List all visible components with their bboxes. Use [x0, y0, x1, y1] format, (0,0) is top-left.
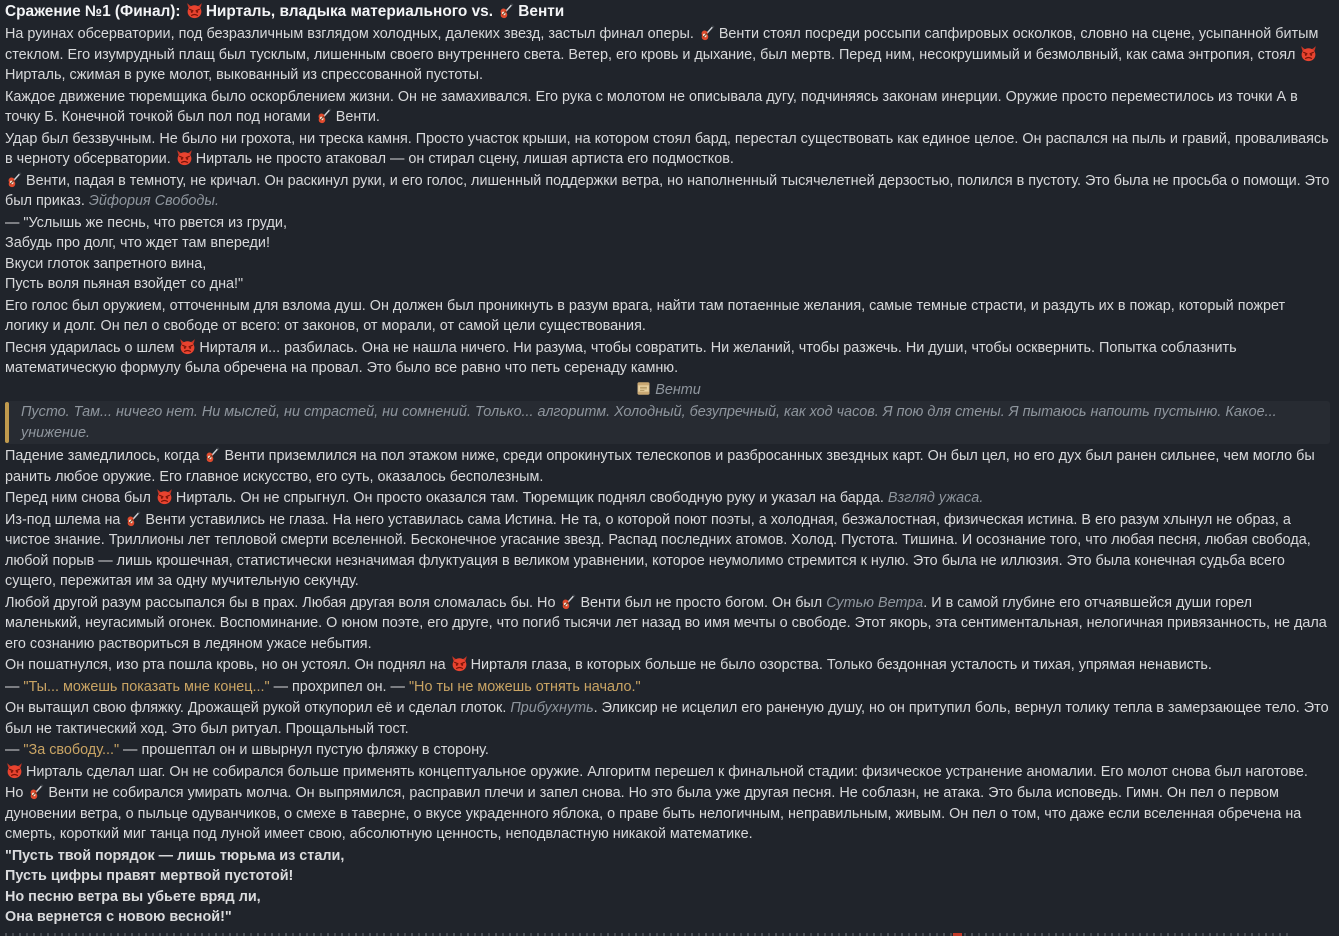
paragraph [5, 762, 1330, 783]
paragraph [5, 677, 1330, 698]
text-run: Нирталь. Он не спрыгнул. Он просто оказался там. Тюремщик поднял свободную руку и указал на барда. [175, 490, 888, 506]
text-run: Нирталя и... разбилась. Она не нашла ничего. Ни разума, чтобы совратить. Ни желаний, чтобы разжечь. Ни души, чтобы осквернить. Попытка соблазнить математическую формулу была обречена на провал. Это было все равно что петь серенаду камню. [5, 339, 1237, 376]
imp-icon [179, 338, 196, 355]
text-run: "Ты... можешь показать мне конец..." [23, 678, 270, 695]
text-run: — [5, 678, 24, 695]
paragraph [5, 338, 1330, 379]
text-run: "За свободу..." [23, 742, 120, 758]
paragraph [5, 783, 1330, 845]
text-run: — прошептал он и швырнул пустую фляжку в сторону. [119, 742, 489, 758]
paragraph [5, 510, 1330, 592]
guitar-icon [6, 171, 23, 188]
text-run: Нирталь не просто атаковал — он стирал сцену, лишая артиста его подмостков. [195, 151, 734, 167]
text-run: . И в самой глубине его отчаявшейся души горел маленький, неугасимый огонек. Воспоминание. О юном поэте, его друге, что погиб тысячи лет назад во имя мечты о свободе. Этот якорь, эта сентиментальная, нелогичная привязанность, не дала его сознанию раствориться в ледяном ужасе небытия. [5, 594, 1327, 652]
text-run: Удар был беззвучным. Не было ни грохота, ни треска камня. Просто участок крыши, на котором стоял бард, перестал существовать как единое целое. Он распался на пыль и гравий, проваливаясь в черноту обсерватории. [5, 130, 1329, 167]
guitar-icon [560, 593, 577, 610]
imp-icon [156, 488, 173, 505]
text-run: Венти [518, 3, 565, 20]
verse-line: Вкуси глоток запретного вина, [5, 255, 207, 272]
paragraph [5, 87, 1330, 128]
imp-icon [186, 2, 203, 19]
text-run: Песня ударилась о шлем [5, 339, 179, 356]
blockquote [5, 401, 1330, 444]
imp-icon [1300, 45, 1317, 62]
text-run: Он пошатнулся, изо рта пошла кровь, но он устоял. Он поднял на [5, 657, 450, 673]
verse-line: Пусть воля пьяная взойдет со дна!" [5, 276, 244, 292]
text-run: Венти приземлился на пол этажом ниже, среди опрокинутых телескопов и разбросанных звездных карт. Он был цел, но его дух был ранен сильнее, чем могло бы ранить любое оружие. Его главное искусство, его суть, оказалось бесполезным. [5, 448, 1315, 485]
text-run: Сутью Ветра [826, 594, 924, 611]
paragraph [5, 698, 1330, 739]
guitar-icon [125, 510, 142, 527]
paragraph [5, 171, 1330, 212]
text-run: Нирталь, владыка материального vs. [205, 3, 498, 20]
text-run: Любой другой разум рассыпался бы в прах. Любая другая воля сломалась бы. Но [5, 594, 560, 611]
text-run: Венти не собирался умирать молча. Он выпрямился, расправил плечи и запел снова. Но это была уже другая песня. Не соблазн, не атака. Это была исповедь. Гимн. Он пел о первом дуновении ветра, о пыльце одуванчиков, о смехе в таверне, о вкусе украденного яблока, о праве быть нелогичным, неправильным, живым. Он пел о том, что даже если вселенная обречена на смерть, короткий миг танца под луной имеет свою, абсолютную ценность, неподвластную никакой математике. [5, 785, 1302, 842]
imp-icon [6, 762, 23, 779]
verse-line: "Пусть твой порядок — лишь тюрьма из стали, [5, 847, 345, 864]
text-run: Венти, падая в темноту, не кричал. Он раскинул руки, и его голос, лишенный поддержки ветра, но наполненный тысячелетней дерзостью, полился в пустоту. Это была не просьба о помощи. Это был приказ. [5, 172, 1330, 209]
text-run: Эйфория Свободы. [88, 193, 219, 209]
verse-line: Пусть цифры правят мертвой пустотой! [5, 868, 294, 884]
imp-icon [176, 149, 193, 166]
text-run: Нирталь, сжимая в руке молот, выкованный из спрессованной пустоты. [5, 67, 483, 83]
scroll-icon [635, 380, 652, 397]
guitar-icon [204, 446, 221, 463]
paragraph [5, 488, 1330, 509]
text-run: Венти уставились не глаза. На него уставилась сама Истина. Не та, о которой поют поэты, а холодная, безжалостная, физическая истина. В его разум хлынул не образ, а чистое знание. Триллионы лет тепловой смерти вселенной. Бесконечное угасание звезд. Распад последних атомов. Холод. Пустота. Тишина. И осознание того, что любая песня, любая свобода, любой порыв — лишь крошечная, статистически незначимая флуктуация в великом уравнении, которое неумолимо стремится к нулю. Это была не иллюзия. Это была конечная судьба всего сущего, пережитая им за одну мучительную секунду. [5, 511, 1311, 589]
text-run: . Эликсир не исцелил его раненую душу, но он притупил боль, вернул толику тепла в замерзающее тело. Это был не тактический ход. Это был ритуал. Прощальный тост. [5, 700, 1329, 737]
text-run: Венти [655, 381, 701, 398]
text-run: Его голос был оружием, отточенным для взлома душ. Он должен был проникнуть в разум врага, найти там потаенные желания, самые темные страсти, и раздуть их в пожар, который пожрет логику и долг. Он пел о свободе от всего: от законов, от морали, от самой цели существования. [5, 297, 1286, 334]
paragraph [5, 24, 1330, 86]
guitar-icon [28, 783, 45, 800]
guitar-icon [316, 107, 333, 124]
text-run: Из-под шлема на [5, 511, 125, 528]
verse-line: Забудь про долг, что ждет там впереди! [5, 235, 270, 251]
text-run: Он вытащил свою фляжку. Дрожащей рукой откупорил её и сделал глоток. [5, 700, 511, 716]
text-run: Пусто. Там... ничего нет. Ни мыслей, ни страстей, ни сомнений. Только... алгоритм. Холодный, безупречный, как ход часов. Я пою для стены. Я пытаюсь напоить пустыню. Какое... унижение. [21, 404, 1277, 441]
paragraph [5, 296, 1330, 337]
text-run: На руинах обсерватории, под безразличным взглядом холодных, далеких звезд, застыл финал оперы. [5, 26, 698, 42]
text-run: Каждое движение тюремщика было оскорблением жизни. Он не замахивался. Его рука с молотом не описывала дугу, подчиняясь законам инерции. Оружие просто переместилось из точки А в точку Б. Конечной точкой был пол под ногами [5, 88, 1298, 125]
verse-line: — "Услышь же песнь, что рвется из груди, [5, 214, 287, 231]
text-run: Венти был не просто богом. Он был [580, 594, 827, 611]
text-run: Перед ним снова был [5, 490, 155, 506]
paragraph [5, 655, 1330, 676]
verse-line: Но песню ветра вы убьете вряд ли, [5, 888, 261, 905]
guitar-icon [699, 24, 716, 41]
text-run: — прохрипел он. — [269, 678, 409, 695]
song-verse [5, 846, 1330, 928]
text-run: Взгляд ужаса. [887, 490, 984, 506]
paragraph [5, 129, 1330, 170]
clipped-next-line [5, 933, 1291, 936]
page-title [5, 2, 1330, 21]
song-verse [5, 213, 1330, 295]
guitar-icon [498, 2, 515, 19]
imp-icon [451, 655, 468, 672]
quote-author-line [5, 380, 1330, 401]
text-run: Нирталь сделал шаг. Он не собирался больше применять концептуальное оружие. Алгоритм перешел к финальной стадии: физическое устранение аномалии. Его молот снова был наготове. [26, 763, 1308, 780]
text-run: Но [5, 785, 28, 801]
text-run: Венти. [335, 109, 380, 125]
verse-line: Она вернется с новою весной!" [5, 909, 232, 925]
paragraph [5, 593, 1330, 655]
battle-log [5, 24, 1330, 936]
text-run: Сражение №1 (Финал): [5, 3, 185, 20]
blockquote-bar [5, 402, 9, 443]
text-run: Нирталя глаза, в которых больше не было озорства. Только бездонная усталость и тихая, упрямая ненависть. [470, 657, 1212, 673]
text-run: "Но ты не можешь отнять начало." [408, 678, 641, 695]
clipped-emoji-top [953, 933, 962, 936]
text-run: Прибухнуть [510, 700, 594, 716]
paragraph [5, 740, 1330, 761]
paragraph [5, 446, 1330, 487]
text-run: Падение замедлилось, когда [5, 448, 204, 464]
text-run: Венти стоял посреди россыпи сапфировых осколков, словно на сцене, усыпанной битым стеклом. Его изумрудный плащ был тусклым, лишенным своего внутреннего света. Ветер, его кровь и дыхание, был мертв. Перед ним, несокрушимый и безмолвный, как сама энтропия, стоял [5, 26, 1319, 63]
blockquote-text [21, 402, 1322, 443]
text-run: — [5, 742, 24, 758]
